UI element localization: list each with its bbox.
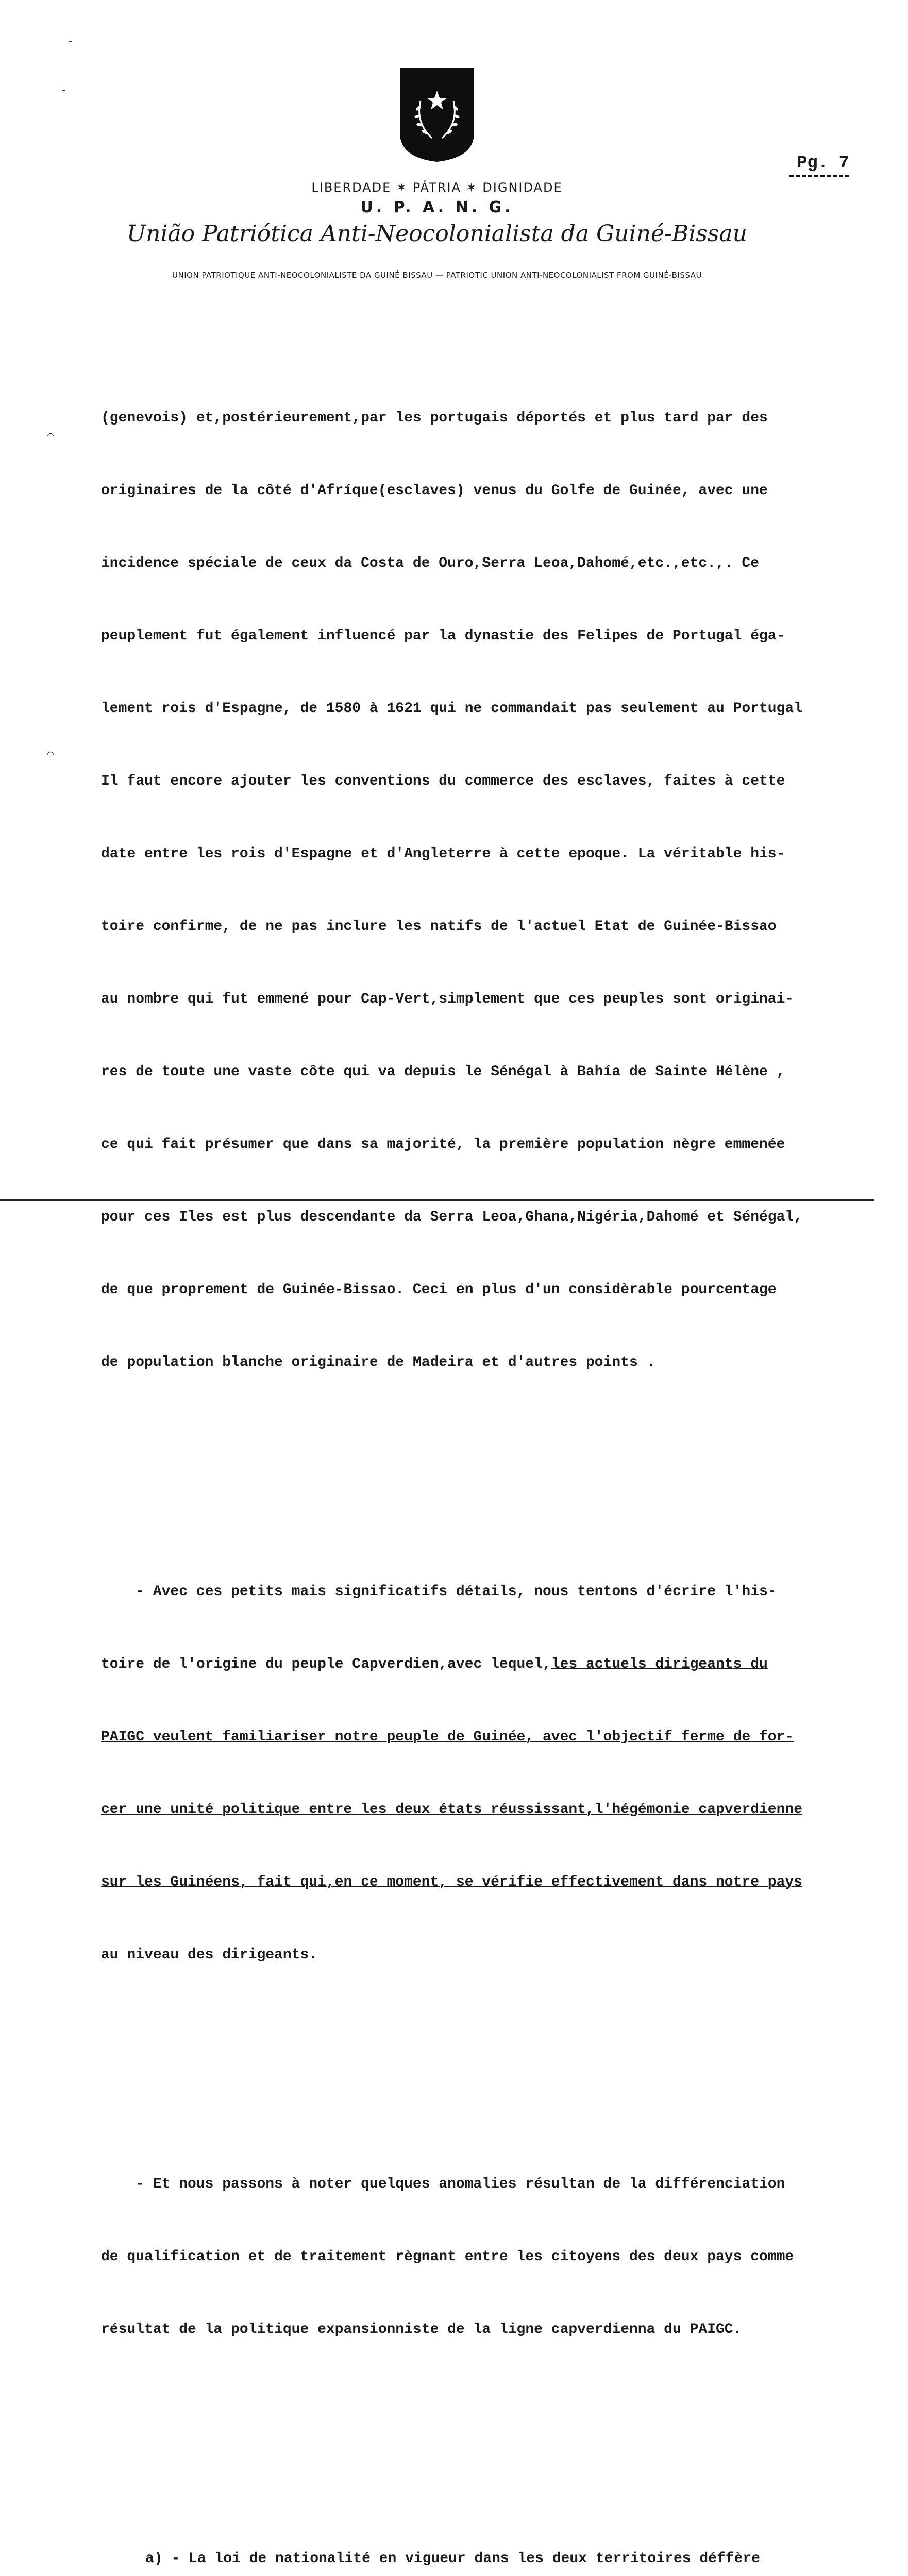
motto: LIBERDADE ✶ PÁTRIA ✶ DIGNIDADE <box>311 180 563 195</box>
text-line: Il faut encore ajouter les conventions du commerce des esclaves, faites à cette <box>101 773 785 789</box>
text-line: originaires de la côté d'Afríque(esclaves) venus du Golfe de Guinée, avec une <box>101 483 768 499</box>
text-line: date entre les rois d'Espagne et d'Angleterre à cette epoque. La véritable his- <box>101 846 785 862</box>
margin-mark: ⌒ <box>47 749 54 760</box>
text-line: de que proprement de Guinée-Bissao. Ceci en plus d'un considèrable pourcentage <box>101 1282 777 1298</box>
text-line: de population blanche originaire de Madeira et d'autres points . <box>101 1354 655 1370</box>
paragraph-2 <box>101 1531 864 2015</box>
text-segment: toire de l'origine du peuple Capverdien,avec lequel, <box>101 1656 551 1672</box>
text-line: toire confirme, de ne pas inclure les natifs de l'actuel Etat de Guinée-Bissao <box>101 919 777 935</box>
margin-mark: ⌒ <box>47 430 54 442</box>
text-line: res de toute une vaste côte qui va depuis le Sénégal à Bahía de Sainte Hélène , <box>101 1064 785 1080</box>
acronym: U. P. A. N. G. <box>360 198 514 216</box>
underlined-text: les actuels dirigeants du <box>551 1656 768 1672</box>
text-line: ce qui fait présumer que dans sa majorité, la première population nègre emmenée <box>101 1137 785 1153</box>
text-line: - Avec ces petits mais significatifs détails, nous tentons d'écrire l'his- <box>101 1584 777 1600</box>
page-number-rule <box>789 175 849 180</box>
star-laurel-wreath-icon <box>398 66 476 164</box>
document-body <box>101 309 864 2576</box>
text-line: (genevois) et,postérieurement,par les portugais déportés et plus tard par des <box>101 410 768 426</box>
text-line: peuplement fut également influencé par la dynastie des Felipes de Portugal éga- <box>101 628 785 644</box>
text-line: pour ces Iles est plus descendante da Serra Leoa,Ghana,Nigéria,Dahomé et Sénégal, <box>101 1209 803 1225</box>
organization-name: União Patriótica Anti-Neocolonialista da Guiné-Bissau <box>126 221 747 247</box>
text-line: a) - La loi de nationalité en vigueur dans les deux territoires déffère <box>145 2551 760 2567</box>
text-line: lement rois d'Espagne, de 1580 à 1621 qui ne commandait pas seulement au Portugal <box>101 701 803 717</box>
text-line <box>101 1652 864 1676</box>
text-line: résultat de la politique expansionniste de la ligne capverdienna du PAIGC. <box>101 2321 742 2337</box>
underlined-text: sur les Guinéens, fait qui,en ce moment, se vérifie effectivement dans notre pays <box>101 1874 803 1890</box>
underlined-text: cer une unité politique entre les deux états réussissant,l'hégémonie capverdienne <box>101 1802 803 1818</box>
text-line: de qualification et de traitement règnant entre les citoyens des deux pays comme <box>101 2249 794 2265</box>
text-line: au nombre qui fut emmené pour Cap-Vert,simplement que ces peuples sont originai- <box>101 991 794 1007</box>
margin-mark: - <box>67 36 74 48</box>
underlined-text: PAIGC veulent familiariser notre peuple de Guinée, avec l'objectif ferme de for- <box>101 1729 794 1745</box>
list-item-a <box>145 2498 908 2576</box>
text-line: incidence spéciale de ceux da Costa de Ouro,Serra Leoa,Dahomé,etc.,etc.,. Ce <box>101 555 760 571</box>
paragraph-1 <box>101 358 864 1423</box>
page-number: Pg. 7 <box>797 154 850 173</box>
paragraph-3 <box>101 2124 864 2390</box>
organization-subline: UNION PATRIOTIQUE ANTI-NEOCOLONIALISTE DA GUINÉ BISSAU — PATRIOTIC UNION ANTI-NEOCOLONIALIST FROM GUINÉ-BISSAU <box>172 270 702 280</box>
text-line: - Et nous passons à noter quelques anomalies résultan de la différenciation <box>101 2176 785 2192</box>
margin-mark: - <box>61 85 68 97</box>
bottom-rule <box>0 1199 874 1201</box>
text-line: au niveau des dirigeants. <box>101 1947 318 1963</box>
